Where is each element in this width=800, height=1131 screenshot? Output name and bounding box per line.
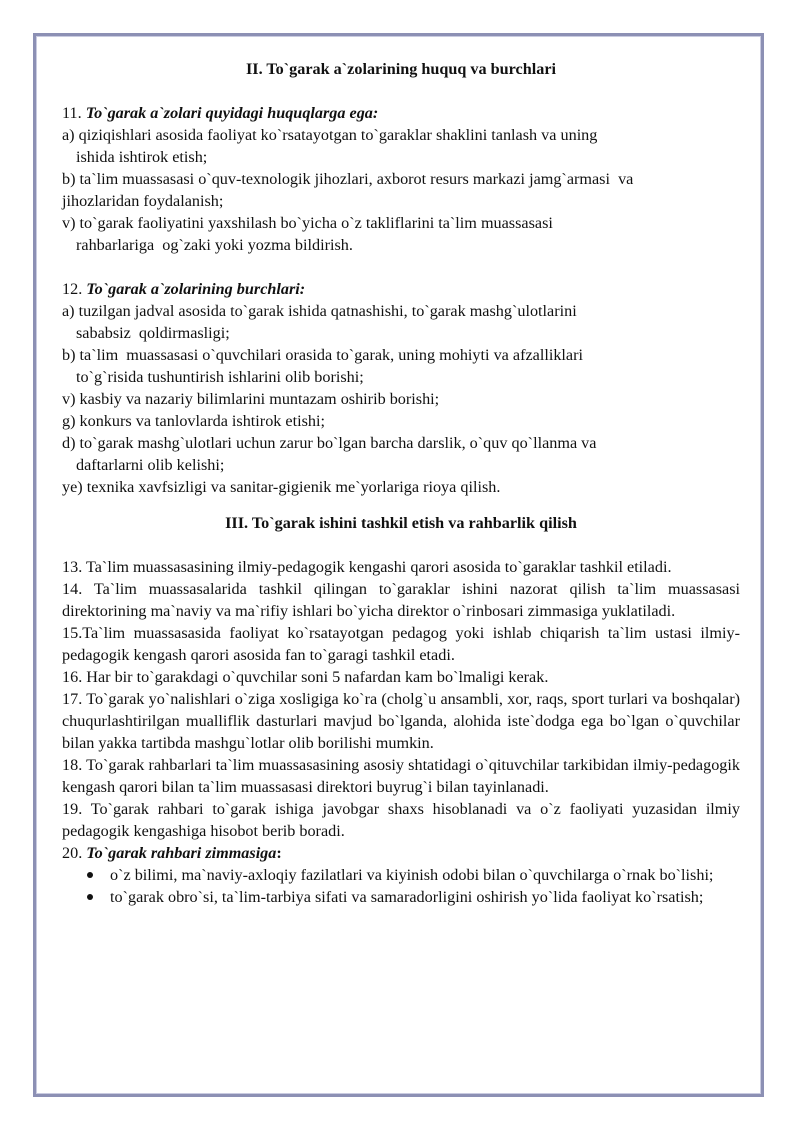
item-12-heading: 12. To`garak a`zolarining burchlari: (62, 280, 306, 298)
item-12-line: d) to`garak mashg`ulotlari uchun zarur bo`lgan barcha darslik, o`quv qo`llanma va (62, 434, 597, 452)
paragraph-13: 13. Ta`lim muassasasining ilmiy-pedagogik kengashi qarori asosida to`garaklar tashkil etiladi. (62, 558, 672, 576)
item-11-line: jihozlaridan foydalanish; (62, 192, 224, 210)
item-12-line: g) konkurs va tanlovlarda ishtirok etishi; (62, 412, 325, 430)
paragraph-15: 15.Ta`lim muassasasida faoliyat ko`rsatayotgan pedagog yoki ishlab chiqarish ta`lim ustasi ilmiy-pedagogik kengash qarori asosida fan to`garagi tashkil etadi. (62, 624, 740, 664)
item-11-line: v) to`garak faoliyatini yaxshilash bo`yicha o`z takliflarini ta`lim muassasasi (62, 214, 553, 232)
bullet-icon (87, 872, 93, 878)
bullet-icon (87, 894, 93, 900)
item-12-line: sababsiz qoldirmasligi; (76, 324, 230, 342)
item-12-line: to`g`risida tushuntirish ishlarini olib borishi; (76, 368, 364, 386)
item-20-bullet-list (62, 864, 740, 908)
document-body (62, 58, 740, 908)
item-20-heading: 20. To`garak rahbari zimmasiga: (62, 844, 282, 862)
section-2-title: II. To`garak a`zolarining huquq va burchlari (245, 60, 557, 78)
item-11-line: ishida ishtirok etish; (76, 148, 208, 166)
list-item: o`z bilimi, ma`naviy-axloqiy fazilatlari va kiyinish odobi bilan o`quvchilarga o`rnak bo`lishi; (62, 864, 740, 886)
section-3-title: III. To`garak ishini tashkil etish va rahbarlik qilish (225, 514, 577, 532)
paragraph-17: 17. To`garak yo`nalishlari o`ziga xosligiga ko`ra (cholg`u ansambli, xor, raqs, sport turlari va boshqalar) chuqurlashtirilgan mualliflik dasturlari mavjud bo`lganda, alohida iste`dodga ega bo`lgan o`quvchilar bilan yakka tartibda mashgu`lotlar olib borilishi mumkin. (62, 690, 740, 752)
item-11-heading: 11. To`garak a`zolari quyidagi huquqlarga ega: (62, 104, 379, 122)
item-11-line: a) qiziqishlari asosida faoliyat ko`rsatayotgan to`garaklar shaklini tanlash va uning (62, 126, 598, 144)
paragraph-14: 14. Ta`lim muassasalarida tashkil qilingan to`garaklar ishini nazorat qilish ta`lim muassasasi direktorining ma`naviy va ma`rifiy ishlari bo`yicha direktor o`rinbosari zimmasiga yuklatiladi. (62, 580, 740, 620)
item-12-line: v) kasbiy va nazariy bilimlarini muntazam oshirib borishi; (62, 390, 440, 408)
item-12-line: a) tuzilgan jadval asosida to`garak ishida qatnashishi, to`garak mashg`ulotlarini (62, 302, 577, 320)
item-12-line: daftarlarni olib kelishi; (76, 456, 225, 474)
paragraph-16: 16. Har bir to`garakdagi o`quvchilar soni 5 nafardan kam bo`lmaligi kerak. (62, 668, 549, 686)
list-item: to`garak obro`si, ta`lim-tarbiya sifati va samaradorligini oshirish yo`lida faoliyat ko`rsatish; (62, 886, 740, 908)
item-12-line: b) ta`lim muassasasi o`quvchilari orasida to`garak, uning mohiyti va afzalliklari (62, 346, 583, 364)
item-11-line: rahbarlariga og`zaki yoki yozma bildirish. (76, 236, 353, 254)
item-11-line: b) ta`lim muassasasi o`quv-texnologik jihozlari, axborot resurs markazi jamg`armasi va (62, 170, 634, 188)
paragraph-19: 19. To`garak rahbari to`garak ishiga javobgar shaxs hisoblanadi va o`z faoliyati yuzasidan ilmiy pedagogik kengashiga hisobot berib boradi. (62, 800, 740, 840)
paragraph-18: 18. To`garak rahbarlari ta`lim muassasasining asosiy shtatidagi o`qituvchilar tarkibidan ilmiy-pedagogik kengash qarori bilan ta`lim muassasasi direktori buyrug`i bilan tayinlanadi. (62, 756, 740, 796)
item-12-line: ye) texnika xavfsizligi va sanitar-gigienik me`yorlariga rioya qilish. (62, 478, 501, 496)
